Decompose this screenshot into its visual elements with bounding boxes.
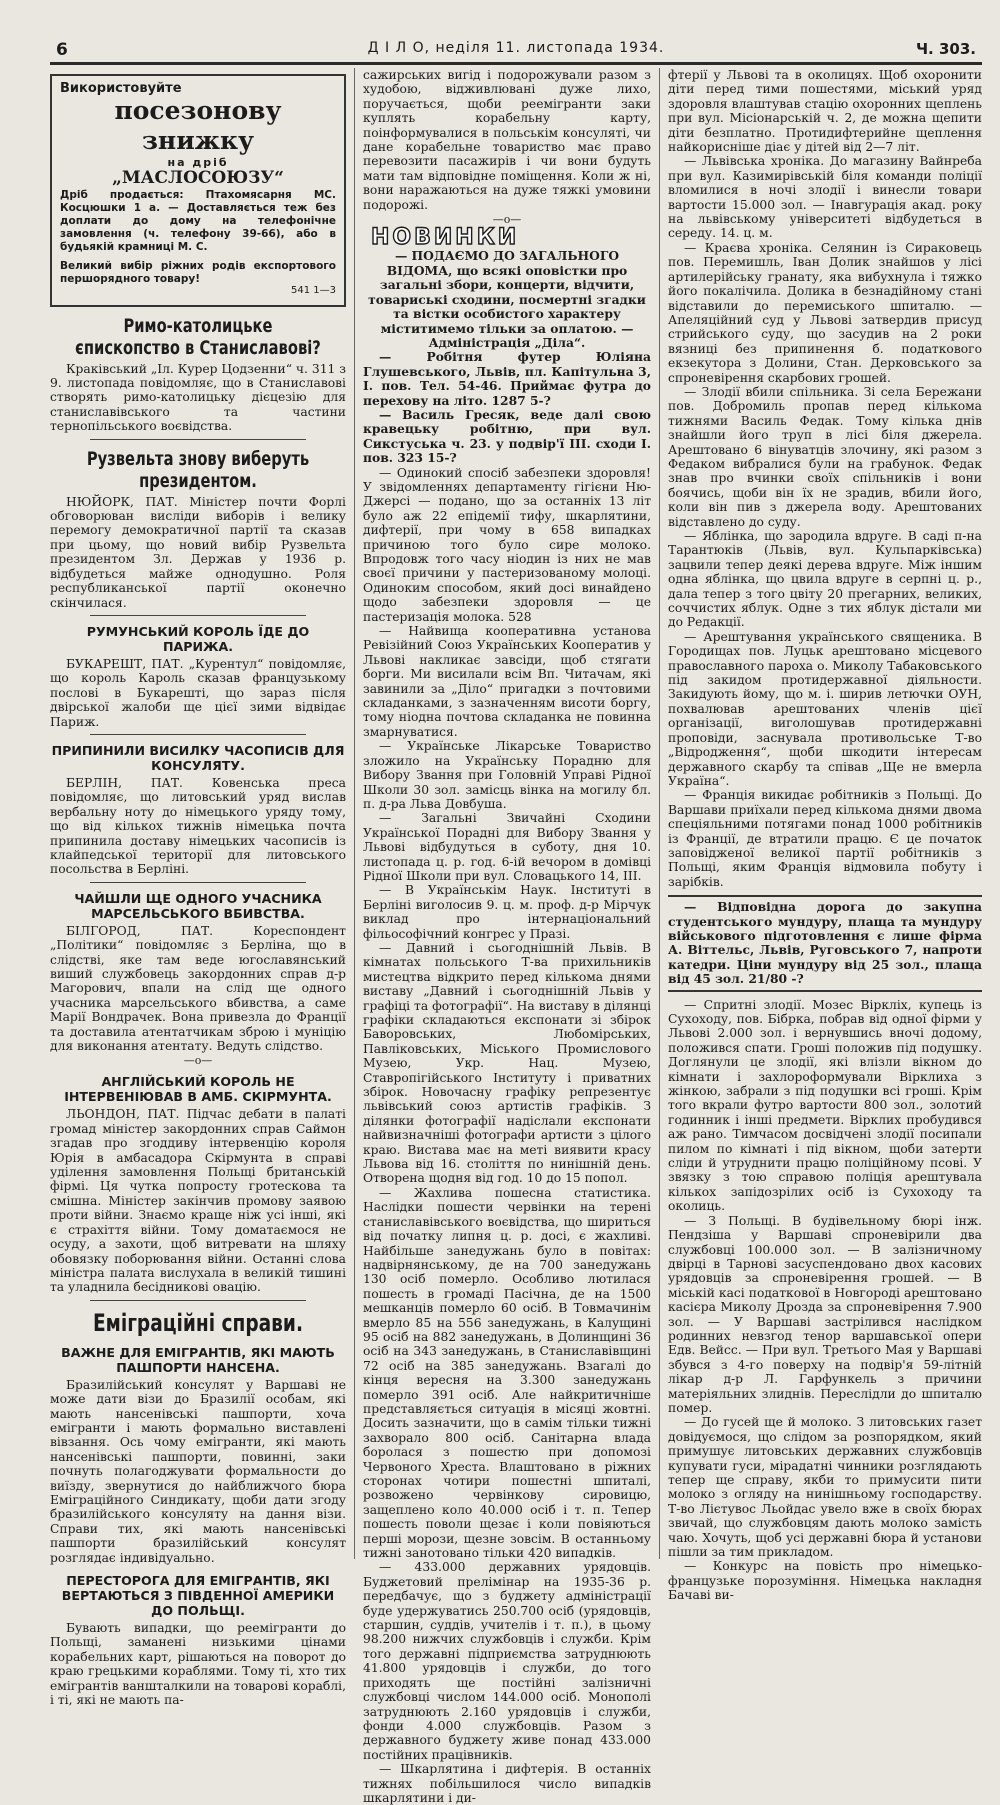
- news-item: — Одинокий спосіб забезпеки здоровля! У звідомленнях департаменту гігієни Ню-Джерсі — подано, що за останніх 13 літ було аж 22 епідемії тифу, шкарлятини, дифтерії, при чому в 658 випадках причиною того було сире молоко. Впродовж того часу ніодин із них не мав своєї причини у пастеризованому молоці. Одиноким способом, який досі винайдено щодо забезпеки здоровля — це пастеризація молока. 528: [363, 465, 651, 624]
- article-heading: Римо-католицьке єпископство в Станиславові?: [75, 314, 321, 359]
- column-2: [354, 68, 659, 1805]
- masthead-title: Д І Л О, неділя 11. листопада 1934.: [367, 40, 665, 56]
- article-heading: РУМУНСЬКИЙ КОРОЛЬ ЇДЕ ДО ПАРИЖА.: [86, 623, 310, 654]
- article-text: ЛЬОНДОН, ПАТ. Підчас дебати в палаті громад міністер закордонних справ Саймон згадав про згоддиву інтервенцію короля Юрія в амбасадора Скірмунта в справі уділення замовлення Польщі британській фірмі. Ця чутка попросту гротескова та смішна. Міністер закінчив промову заявою проти війни. Знаємо краще ніж усі інші, які є страхіття війни. Тому доматаємося не осуду, а захоти, щоб витревати на шляху обовязку поборювання війни. Останні слова міністра палата вислухала в великій тишині та уладнила бесідникові овацію.: [50, 1107, 346, 1295]
- news-section-heading: НОВИНКИ: [371, 225, 520, 251]
- article-text: БІЛГОРОД, ПАТ. Кореспондент „Політики“ повідомляє з Берліна, що в слідстві, яке там веде югославянський виший службовець закордонних справ д-р Магорович, впали на слід ще одного учасника марсельського вбивства, а саме Марії Вондрачек. Вона привезла до Франції та доставила атентатчикам зброю і муніцію для виконання атентату. Ведуть слідство.: [50, 923, 346, 1054]
- divider: [90, 882, 306, 883]
- article-text: Бразилійський консулят у Варшаві не може дати візи до Бразилії особам, які мають нансенівські пашпорти, хоча емігранти і мають формально виставлені вівзання. Ось чому емігранти, які мають нансенівські пашпорти, повинні, заки почнуть полагоджувати формальности до виїзду, звернутися до найближчого бюра Еміграційного Синдикату, щоби дати згоду бразилійського консуляту на дання візи. Справи тих, які мають нансенівські пашпорти бразилійський консулят розглядає індивідуально.: [50, 1377, 346, 1565]
- divider: [90, 734, 306, 735]
- article-heading: АНГЛІЙСЬКИЙ КОРОЛЬ НЕ ІНТЕРВЕНІЮВАВ В АМБ. СКІРМУНТА.: [64, 1074, 332, 1105]
- article-subheading: ВАЖНЕ ДЛЯ ЕМІГРАНТІВ, ЯКІ МАЮТЬ ПАШПОРТИ НАНСЕНА.: [61, 1344, 335, 1375]
- news-item: — Українське Лікарське Товариство зложило на Українську Порадню для Вибору Звання при Головній Управі Рідної Школи 30 зол. замісць вінка на могилу бл. п. д-ра Льва Довбуша.: [363, 739, 651, 811]
- news-item: — Франція викидає робітників з Польщі. До Варшави приїхали перед кількома днями двома спеціяльними потягами понад 1000 робітників із Франції, де втратили працю. Є це початок заповідженої великої партії робітників з Польщі, яким Франція відмовила побуту і зарібків.: [668, 788, 982, 889]
- news-item: — З Польщі. В будівельному бюрі інж. Пендзіша у Варшаві спроневірили два службовці 100.000 зол. — В залізничному двірці в Тарнові засуспендовано двох касових урядовців за спроневірення грошей. — В міській касі податкової в Новгороді арештовано касієра Миколу Дрозда за спроневірення 7.900 зол. — У Варшаві застрілився наслідком родинних невзгод тенор варшавської опери Едв. Вейсс. — При вул. Третього Мая у Варшаві збувся з 4-го поверху на подвір'я 59-літній лікар д-р Л. Гарфункель з причини матеріяльних злиднів. Переслідли до шпиталю помер.: [668, 1213, 982, 1415]
- article-heading: ЧАЙШЛИ ЩЕ ОДНОГО УЧАСНИКА МАРСЕЛЬСЬКОГО ВБИВСТВА.: [74, 890, 322, 921]
- news-item: — До гусей ще й молоко. З литовських газет довідуємося, що слідом за розпорядком, який примушує литовських державних службовців купувати гуси, мірадатні чинники розглядають тепер ще справу, якби то примусити пити молоко з огляду на нинішньому господарству. Т-во Лієтувос Льойдас увело вже в своїх бюрах звичай, що службовцям дають молоко замість чаю. Хочуть, щоб усі державні бюра й установи пішли за тим прикладом.: [668, 1415, 982, 1560]
- article-text: БЕРЛІН, ПАТ. Ковенська преса повідомляє, що литовський уряд вислав вербальну ноту до німецького уряду тому, що від кількох тижнів німецька почта припинила доставу німецьких часописів із клайпедської території для литовського посольства в Берліні.: [50, 775, 346, 877]
- column-3: [659, 68, 982, 1603]
- news-item: — Арештування українського священика. В Городищах пов. Луцьк арештовано місцевого православного пароха о. Миколу Табаковського під закидом протидержавної діяльности. Закидують йому, що м. і. ширив летючки ОУН, похвалював арештованих членів цієї організації, виголошував протидержавні проповіди, заснувала противольське Т-во „Відродження“, щоби шкодити інтересам державного скарбу та співав „Ще не вмерла Україна“.: [668, 629, 982, 788]
- news-item: фтерії у Львові та в околицях. Щоб охоронити діти перед тими пошестями, міський уряд здоровля влаштував стацію охоронних щеплень при вул. Місіонарській ч. 2, де можна щепити діти безплатно. Протидифтерийне щеплення найкорисніше діає у дітей від 2—7 літ.: [668, 68, 982, 155]
- article-text: Краківський „Іл. Курер Цодзенни“ ч. 311 з 9. листопада повідомляє, що в Станиславові створять римо-католицьку дієцезію для станиславівського та частини тернопільського воєвідства.: [50, 361, 346, 434]
- article-text: Бувають випадки, що реемігранти до Польщі, заманені низькими цінами корабельних карт, рішаються на поворот до краю грецькими кораблями. Тому ті, хто тих емігрантів ваншталкили на товарові кораблі, і ті, які не мають па-: [50, 1621, 346, 1708]
- maslosoyuz-advertisement: [50, 74, 346, 307]
- page-number: 6: [56, 40, 68, 60]
- columns: [50, 68, 982, 1805]
- article-text: сажирських вигід і подорожували разом з худобою, відживлювані дуже лихо, поручається, щоби реемігранти заки куплять корабельну карту, поінформувалися в польськім консуляті, чи дане корабельне товариство має право перевозити пасажирів і чи вони будуть мати там відповідне поміщення. Коли ж ні, вони наражаються на дуже тяжкі умовини подорожі.: [363, 68, 651, 212]
- news-item: — Давний і сьогоднішній Львів. В кімнатах польського Т-ва прихильників мистецтва відкрито перед кількома днями виставу „Давний і сьогоднішній Львів у графіці та фотографії“. На виставу в ділянці графіки складаються експонати зі збірок Баворовських, Любомірських, Павліковських, Міського Промислового Музею, Укр. Нац. Музею, Ставропігійського Інституту і приватних збірок. Новочасну графіку репрезентує львівський союз артистів графіків. З ділянки фотографії надіслали експонати найвизначніші фотографи артисти з цілого краю. Вистава має на меті виявити красу Львова від 16. століття по нинішній день. Отворена щодня від год. 10 до 15 попол.: [363, 940, 651, 1186]
- masthead: [50, 40, 982, 65]
- column-1: [50, 68, 354, 1708]
- news-item: — Краєва хроніка. Селянин із Сираковець пов. Перемишль, Іван Долик знайшов у лісі артилерійську гранату, яка вибухнула і тяжко його покалічила. Долика в безнадійному стані відставили до перемиського шпиталю. — Апеляційний суд у Львові затвердив присуд стрийського суду, що засудив на 2 роки вязниці без припинення б. податкового екзекутора з Долини, Стан. Дерковського за спроневірення скарбових грошей.: [668, 240, 982, 385]
- news-item: — Шкарлятина і дифтерія. В останніх тижнях побільшилося число випадків шкарлятини і ди-: [363, 1762, 651, 1805]
- ad-line-1: Використовуйте: [60, 81, 182, 96]
- news-item: — 433.000 державних урядовців. Буджетовий прелімінар на 1935-36 р. передбачує, що з буджету адміністрації буде удержуватись 250.700 осіб (урядовців, старшин, суддів, учителів і т. п.), в цьому 98.200 нижчих службовців і служби. Крім того державні підприємства затруднюють 41.800 урядовців і служби, до того приходять ще постійні залізничні службовці числом 144.000 осіб. Монополі затруднюють 2.160 урядовців і служби, фонди 4.000 службовців. Разом з державного буджету живе понад 433.000 постійних працівників.: [363, 1560, 651, 1762]
- news-item: — Загальні Звичайні Сходини Української Порадні для Вибору Звання у Львові відбудуться в суботу, дня 10. листопада ц. р. год. 6-ій вечором в домівці Рідної Школи при вул. Словацького 14, ІІІ.: [363, 811, 651, 883]
- ad-brand: „МАСЛОСОЮЗУ“: [112, 167, 284, 188]
- classified-ad: — Василь Гресяк, веде далі свою кравецьку робітню, при вул. Сикстуська ч. 23. у подвір'ї ІІІ. сходи І. пов. 323 15-?: [363, 406, 651, 466]
- ad-line-3: на дріб: [167, 156, 229, 170]
- divider: [90, 615, 306, 616]
- news-item: — Спритні злодії. Мозес Вірклiх, купець із Сухоходу, пов. Бібрка, побрав від одної фірми у Львові 2.000 зол. і вернувшись вночі додому, положився спати. Гроші положив під подушку. Доглянули це злодії, які влізли вікном до кімнати і захлороформували Вірклиха з жінкою, забрали з під подушки всі гроші. Крім того вкрали футро вартости 800 зол., золотий годинник і інші предмети. Вірклих пробудився аж рано. Тимчасом досвідчені злодії посипали пилом по кімнаті і під вікном, щоби затерти сліди й утруднити працю поліційному псові. У звязку з тою справою поліція арештувала кількох запідозрілих осіб із Сухоходу та околиць.: [668, 997, 982, 1214]
- article-heading: ПРИПИНИЛИ ВИСИЛКУ ЧАСОПИСІВ ДЛЯ КОНСУЛЯТУ.: [51, 742, 345, 773]
- news-item: — Конкурс на повість про німецько-французьке порозуміння. Німецька накладня Бачаві ви-: [668, 1559, 982, 1603]
- divider: [90, 1300, 306, 1301]
- separator: —o—: [492, 213, 522, 227]
- administration-notice: — ПОДАЄМО ДО ЗАГАЛЬНОГО ВІДОМА, що всякі оповістки про загальні збори, концерти, відчити, товариські сходини, посмертні згадки та вістки особистого характеру міститимемо тільки за оплатою. — Адміністрація „Діла“.: [368, 248, 646, 350]
- article-text: БУКАРЕШТ, ПАТ. „Курентул“ повідомляє, що король Кароль сказав французькому послові в Букарешті, що зараз після двірської жалоби ще цієї зими відвідає Париж.: [50, 656, 346, 729]
- news-item: — Львівська хроніка. До магазину Вайнреба при вул. Казимирівській біля команди поліції вломилися в ночі злодії і винесли товари вартости 15.000 зол. — Інавгурація акад. року на львівському університеті відбудеться в середу. 14. ц. м.: [668, 154, 982, 241]
- article-subheading: ПЕРЕСТОРОГА ДЛЯ ЕМІГРАНТІВ, ЯКІ ВЕРТАЮТЬСЯ З ПІВДЕННОЇ АМЕРИКИ ДО ПОЛЬЩІ.: [61, 1573, 335, 1618]
- separator: —o—: [183, 1054, 213, 1068]
- divider: [90, 439, 306, 440]
- section-heading: Еміграційні справи.: [92, 1308, 304, 1337]
- news-item: — Найвища кооперативна установа Ревізійний Союз Українських Кооператив у Львові накликає завсіди, щоб стягати борги. Ми висилали всім Вп. Читачам, які завинили за „Діло“ пригадки з почтовими складанками, з зазначенням висоти боргу, тому ніодна почтова складанка не повинна змарнуватися.: [363, 624, 651, 739]
- vittels-advertisement: [668, 895, 982, 991]
- ad-code: 541 1—3: [291, 285, 336, 297]
- news-item: — Жахлива пошесна статистика. Наслідки пошести червінки на терені станиславівського воєвідства, що шириться від початку липня ц. р. досі, є жахливі. Найбільше занедужань було в повітах: надвірнянському, де на 700 занедужань 130 осіб померло. Особливо лютилася пошесть в громаді Пасічна, де на 1500 мешканців померло 60 осіб. В Товмачинім вмерло 85 на 556 занедужань, в Калущині 95 осіб на 882 занедужань, в Долинщині 36 осіб на 343 занедужань, в Станиславівщині 72 осіб на 385 занедужань. Взагалі до кінця вересня на 3.300 занедужань померло 391 осіб. Але найкритичніше представляється ситуація в місяці жовтні. Досить зазначити, що в самім тільки тижні захворало 800 осіб. Санітарна влада боролася з пошестю при допомозі Червоного Хреста. Влаштовано в ріжних сторонах чотири пошестні шпиталі, розвожено червінкову сировицю, защеплено коло 40.000 осіб і т. п. Тепер пошесть поволи щезає і коли повіяються перші морози, щезне зовсім. В останньому тижні занотовано тільки 420 випадків.: [363, 1185, 651, 1561]
- ad-footer: Великий вибір ріжних родів експортового першорядного товару!: [60, 260, 336, 286]
- news-item: — Злодії вбили спільника. Зі села Бережани пов. Добромиль пропав перед кількома тижнями Василь Федак. Тому кілька днів знайшли його труп в лісі біля джерела. Арештовано 6 вінуватців злочину, які разом з Федаком вибралися були на грабунок. Федак знав про вчинки своїх спільників і вони боячись, щоби він їх не зрадив, вбили його, коли він пив з джерела воду. Арештованих відставлено до суду.: [668, 384, 982, 529]
- ad-body: Дріб продається: Птахомясарня МС. Косцюшки 1 а. — Доставляється теж без доплати до дому на телефонічне замовлення (ч. телефону 39-66), або в будьякій крамниці М. С.: [60, 189, 336, 254]
- ad-headline: посезонову знижку: [114, 96, 282, 156]
- article-heading: Рузвельта знову виберуть президентом.: [86, 447, 310, 492]
- classified-ad: — Робітня футер Юліяна Глушевського, Львів, пл. Капітульна 3, І. пов. Тел. 54-46. Приймає футра до перехову на літо. 1287 5-?: [363, 349, 651, 408]
- news-item: — В Українськім Наук. Інституті в Берліні виголосив 9. ц. м. проф. д-р Мірчук виклад про інтернаціональний фільософічний конгрес у Празі.: [363, 883, 651, 941]
- news-item: — Яблінка, що зародила вдруге. В саді п-на Тарантюків (Львів, вул. Кульпарківська) зацвили тепер деякі дерева вдруге. Між іншим одна яблінка, що цвила вдруге в серпні ц. р., дала тепер з того цвіту 20 прегарних, великих, соччистих яблук. Одне з тих яблук дістали ми до Редакції.: [668, 529, 982, 630]
- article-text: НЮЙОРК, ПАТ. Міністер почти Форлі обговорюван висліди виборів і велику перемогу демократичної партії та сказав при цьому, що новий вибір Рузвельта президентом Зл. Держав у 1936 р. відбудеться майже однодушно. Роля республиканської партії оконечно скінчилася.: [50, 494, 346, 610]
- ad-text: — Відповідна дорога до закупна студентського мундуру, плаща та мундуру військового підготовлення є лише фірма А. Віттельс, Львів, Руговського 7, напроти катедри. Ціни мундуру від 25 зол., плаща від 45 зол. 21/80 -?: [668, 899, 982, 987]
- issue-number: Ч. 303.: [915, 40, 976, 58]
